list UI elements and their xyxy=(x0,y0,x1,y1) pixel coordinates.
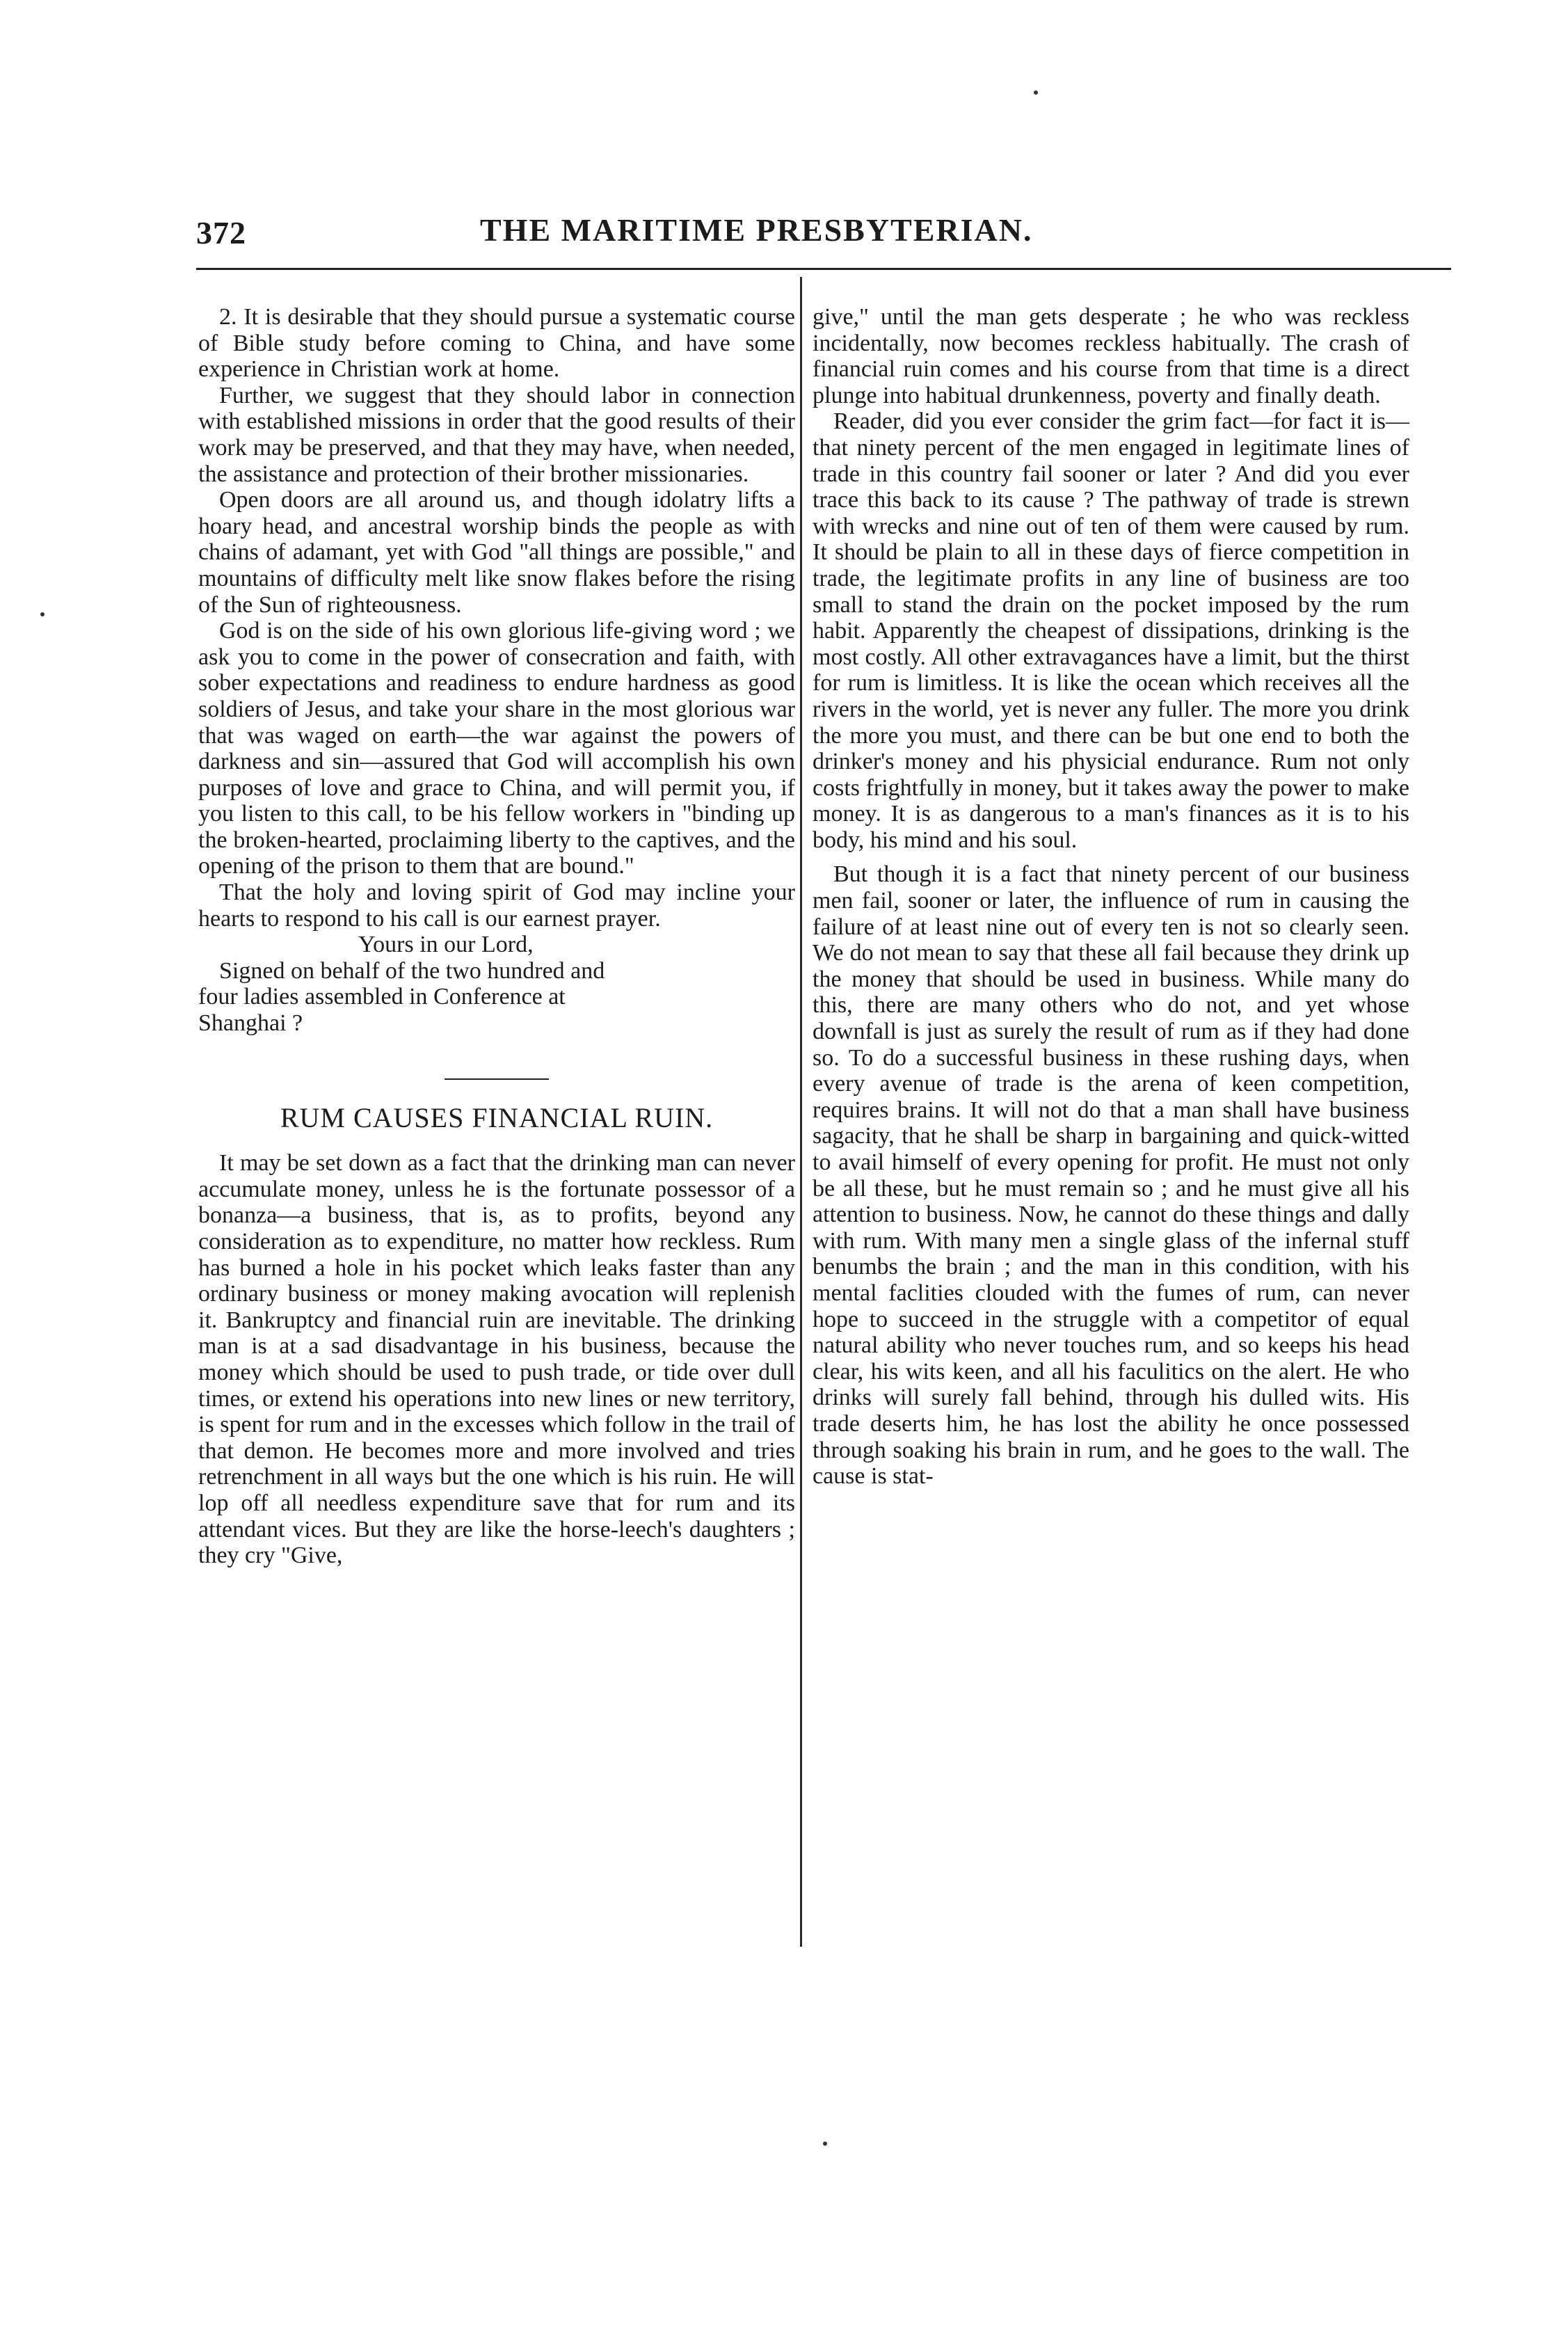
letter-paragraph: Open doors are all around us, and though idolatry lifts a hoary head, and ancestral worship binds the people as with chains of adamant, yet with God "all things are possible," and mountains of difficulty melt like snow flakes before the rising of the Sun of righteousness. xyxy=(198,487,795,618)
letter-signature: four ladies assembled in Conference at xyxy=(198,984,566,1010)
left-column xyxy=(198,304,795,1569)
letter-signature: Shanghai ? xyxy=(198,1010,303,1037)
letter-paragraph: God is on the side of his own glorious life-giving word ; we ask you to come in the power of consecration and faith, with sober expectations and readiness to endure hardness as good soldiers of Jesus, and take your share in the most glorious war that was waged on earth—the war against the powers of darkness and sin—assured that God will accomplish his own purposes of love and grace to China, and will permit you, if you listen to this call, to be his fellow workers in "binding up the broken-hearted, proclaiming liberty to the captives, and the opening of the prison to them that are bound." xyxy=(198,618,795,879)
section-title: RUM CAUSES FINANCIAL RUIN. xyxy=(280,1101,714,1133)
letter-paragraph: Further, we suggest that they should labor in connection with established missions in order that the good results of their work may be preserved, and that they may have, when needed, the assistance and protection of their brother missionaries. xyxy=(198,382,795,487)
page-number: 372 xyxy=(196,215,246,250)
article-paragraph: give," until the man gets desperate ; he who was reckless incidentally, now becomes reckless habitually. The crash of financial ruin comes and his course from that time is a direct plunge into habitual drunkenness, poverty and finally death. xyxy=(813,304,1409,408)
header-rule xyxy=(196,268,1451,270)
letter-paragraph: 2. It is desirable that they should pursue a systematic course of Bible study before coming to China, and have some experience in Christian work at home. xyxy=(198,304,795,383)
article-paragraph: It may be set down as a fact that the drinking man can never accumulate money, unless he is the fortunate possessor of a bonanza—a business, that is, as to profits, beyond any consideration as to expenditure, no matter how reckless. Rum has burned a hole in his pocket which leaks faster than any ordinary business or money making avocation will replenish it. Bankruptcy and financial ruin are inevitable. The drinking man is at a sad disadvantage in his business, because the money which should be used to push trade, or tide over dull times, or extend his operations into new lines or new territory, is spent for rum and in the excesses which follow in the trail of that demon. He becomes more and more involved and tries retrenchment in all ways but the one which is his ruin. He will lop off all needless expenditure save that for rum and its attendant vices. But they are like the horse-leech's daughters ; they cry "Give, xyxy=(198,1150,795,1569)
running-head-title: THE MARITIME PRESBYTERIAN. xyxy=(480,212,1033,248)
section-separator xyxy=(445,1078,549,1080)
letter-salutation: Yours in our Lord, xyxy=(358,932,534,958)
letter-signature: Signed on behalf of the two hundred and xyxy=(219,957,605,984)
article-paragraph: But though it is a fact that ninety percent of our business men fail, sooner or later, the influence of rum in causing the failure of at least nine out of every ten is not so clearly seen. We do not mean to say that these all fail because they drink up the money that should be used in business. While many do this, there are many others who do not, and yet whose downfall is just as surely the result of rum as if they had done so. To do a successful business in these rushing days, when every avenue of trade is the arena of keen competition, requires brains. It will not do that a man shall have business sagacity, that he shall be sharp in bargaining and quick-witted to avail himself of every opening for profit. He must not only be all these, but he must remain so ; and he must give all his attention to business. Now, he cannot do these things and dally with rum. With many men a single glass of the infernal stuff benumbs the brain ; and the man in this condition, with his mental faclities clouded with the fumes of rum, can never hope to succeed in the struggle with a competitor of equal natural ability who never touches rum, and so keeps his head clear, his wits keen, and all his faculitics on the alert. He who drinks will surely fall behind, through his dulled wits. His trade deserts him, he has lost the ability he once possessed through soaking his brain in rum, and he goes to the wall. The cause is stat- xyxy=(813,861,1409,1490)
print-speck xyxy=(1034,90,1038,95)
print-speck xyxy=(40,612,45,616)
article-paragraph: Reader, did you ever consider the grim fact—for fact it is—that ninety percent of the men engaged in legitimate lines of trade in this country fail sooner or later ? And did you ever trace this back to its cause ? The pathway of trade is strewn with wrecks and nine out of ten of them were caused by rum. It should be plain to all in these days of fierce competition in trade, the legitimate profits in any line of business are too small to stand the drain on the pocket imposed by the rum habit. Apparently the cheapest of dissipations, drinking is the most costly. All other extravagances have a limit, but the thirst for rum is limitless. It is like the ocean which receives all the rivers in the world, yet is never any fuller. The more you drink the more you must, and there can be but one end to both the drinker's money and his physicial endurance. Rum not only costs frightfully in money, but it takes away the power to make money. It is as dangerous to a man's finances as it is to his body, his mind and his soul. xyxy=(813,408,1409,853)
right-column xyxy=(813,304,1409,1490)
print-speck xyxy=(823,2142,827,2146)
letter-paragraph: That the holy and loving spirit of God may incline your hearts to respond to his call is our earnest prayer. xyxy=(198,879,795,932)
column-divider xyxy=(800,277,802,1947)
